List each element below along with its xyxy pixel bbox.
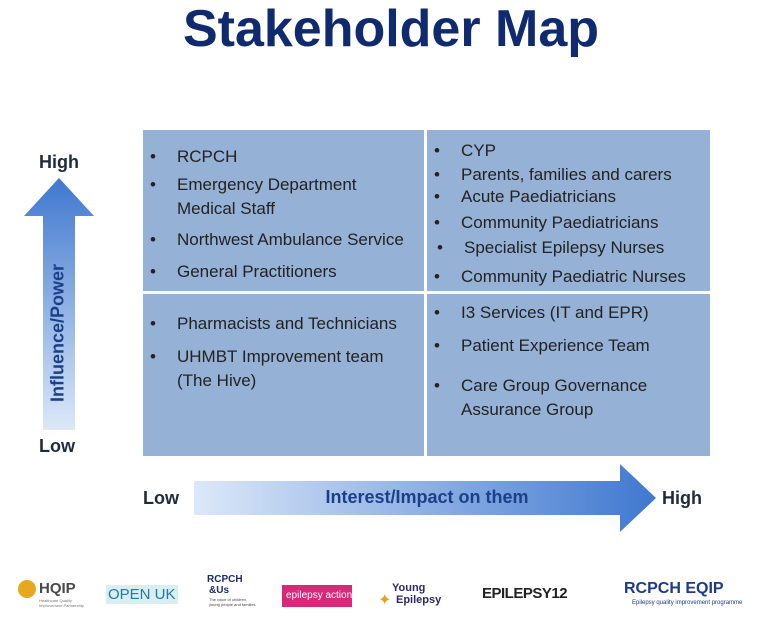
epilepsy12-logo: EPILEPSY12 <box>482 585 568 602</box>
quadrant-low-power-high-interest: • I3 Services (IT and EPR) • Patient Experience Team • Care Group Governance Assurance Group <box>427 294 710 456</box>
quadrant-high-power-low-interest: • RCPCH • Emergency Department Medical Staff • Northwest Ambulance Service • General Practitioners <box>143 130 424 291</box>
quadrant-high-power-high-interest: • CYP • Parents, families and carers • Acute Paediatricians • Community Paediatricians • Specialist Epilepsy Nurses • Community Paediatric Nurses <box>427 130 710 291</box>
y-axis-label: Influence/Power <box>47 263 68 403</box>
hqip-emblem-icon <box>18 580 36 598</box>
star-icon: ✦ <box>378 592 392 609</box>
x-axis-label: Interest/Impact on them <box>325 487 529 507</box>
openuk-logo: OPEN UK <box>108 586 176 603</box>
y-axis-high-label: High <box>39 152 79 172</box>
rcpch-us-logo: RCPCH &Us The voice of children, young people and families <box>207 574 256 607</box>
hqip-logo: HQIP Healthcare Quality Improvement Partnership <box>18 578 88 612</box>
y-axis-low-label: Low <box>39 436 75 456</box>
x-axis-high-label: High <box>662 488 702 508</box>
rcpch-eqip-logo: RCPCH EQIP Epilepsy quality improvement programme <box>624 580 743 606</box>
x-axis-low-label: Low <box>143 488 179 508</box>
epilepsy-action-logo: epilepsy action <box>282 585 352 607</box>
quadrant-low-power-low-interest: • Pharmacists and Technicians • UHMBT Improvement team (The Hive) <box>143 294 424 456</box>
stakeholder-grid <box>143 130 710 456</box>
partner-logos <box>0 572 782 618</box>
page-title: Stakeholder Map <box>182 0 600 58</box>
young-epilepsy-logo: ✦ Young Epilepsy <box>378 582 442 609</box>
